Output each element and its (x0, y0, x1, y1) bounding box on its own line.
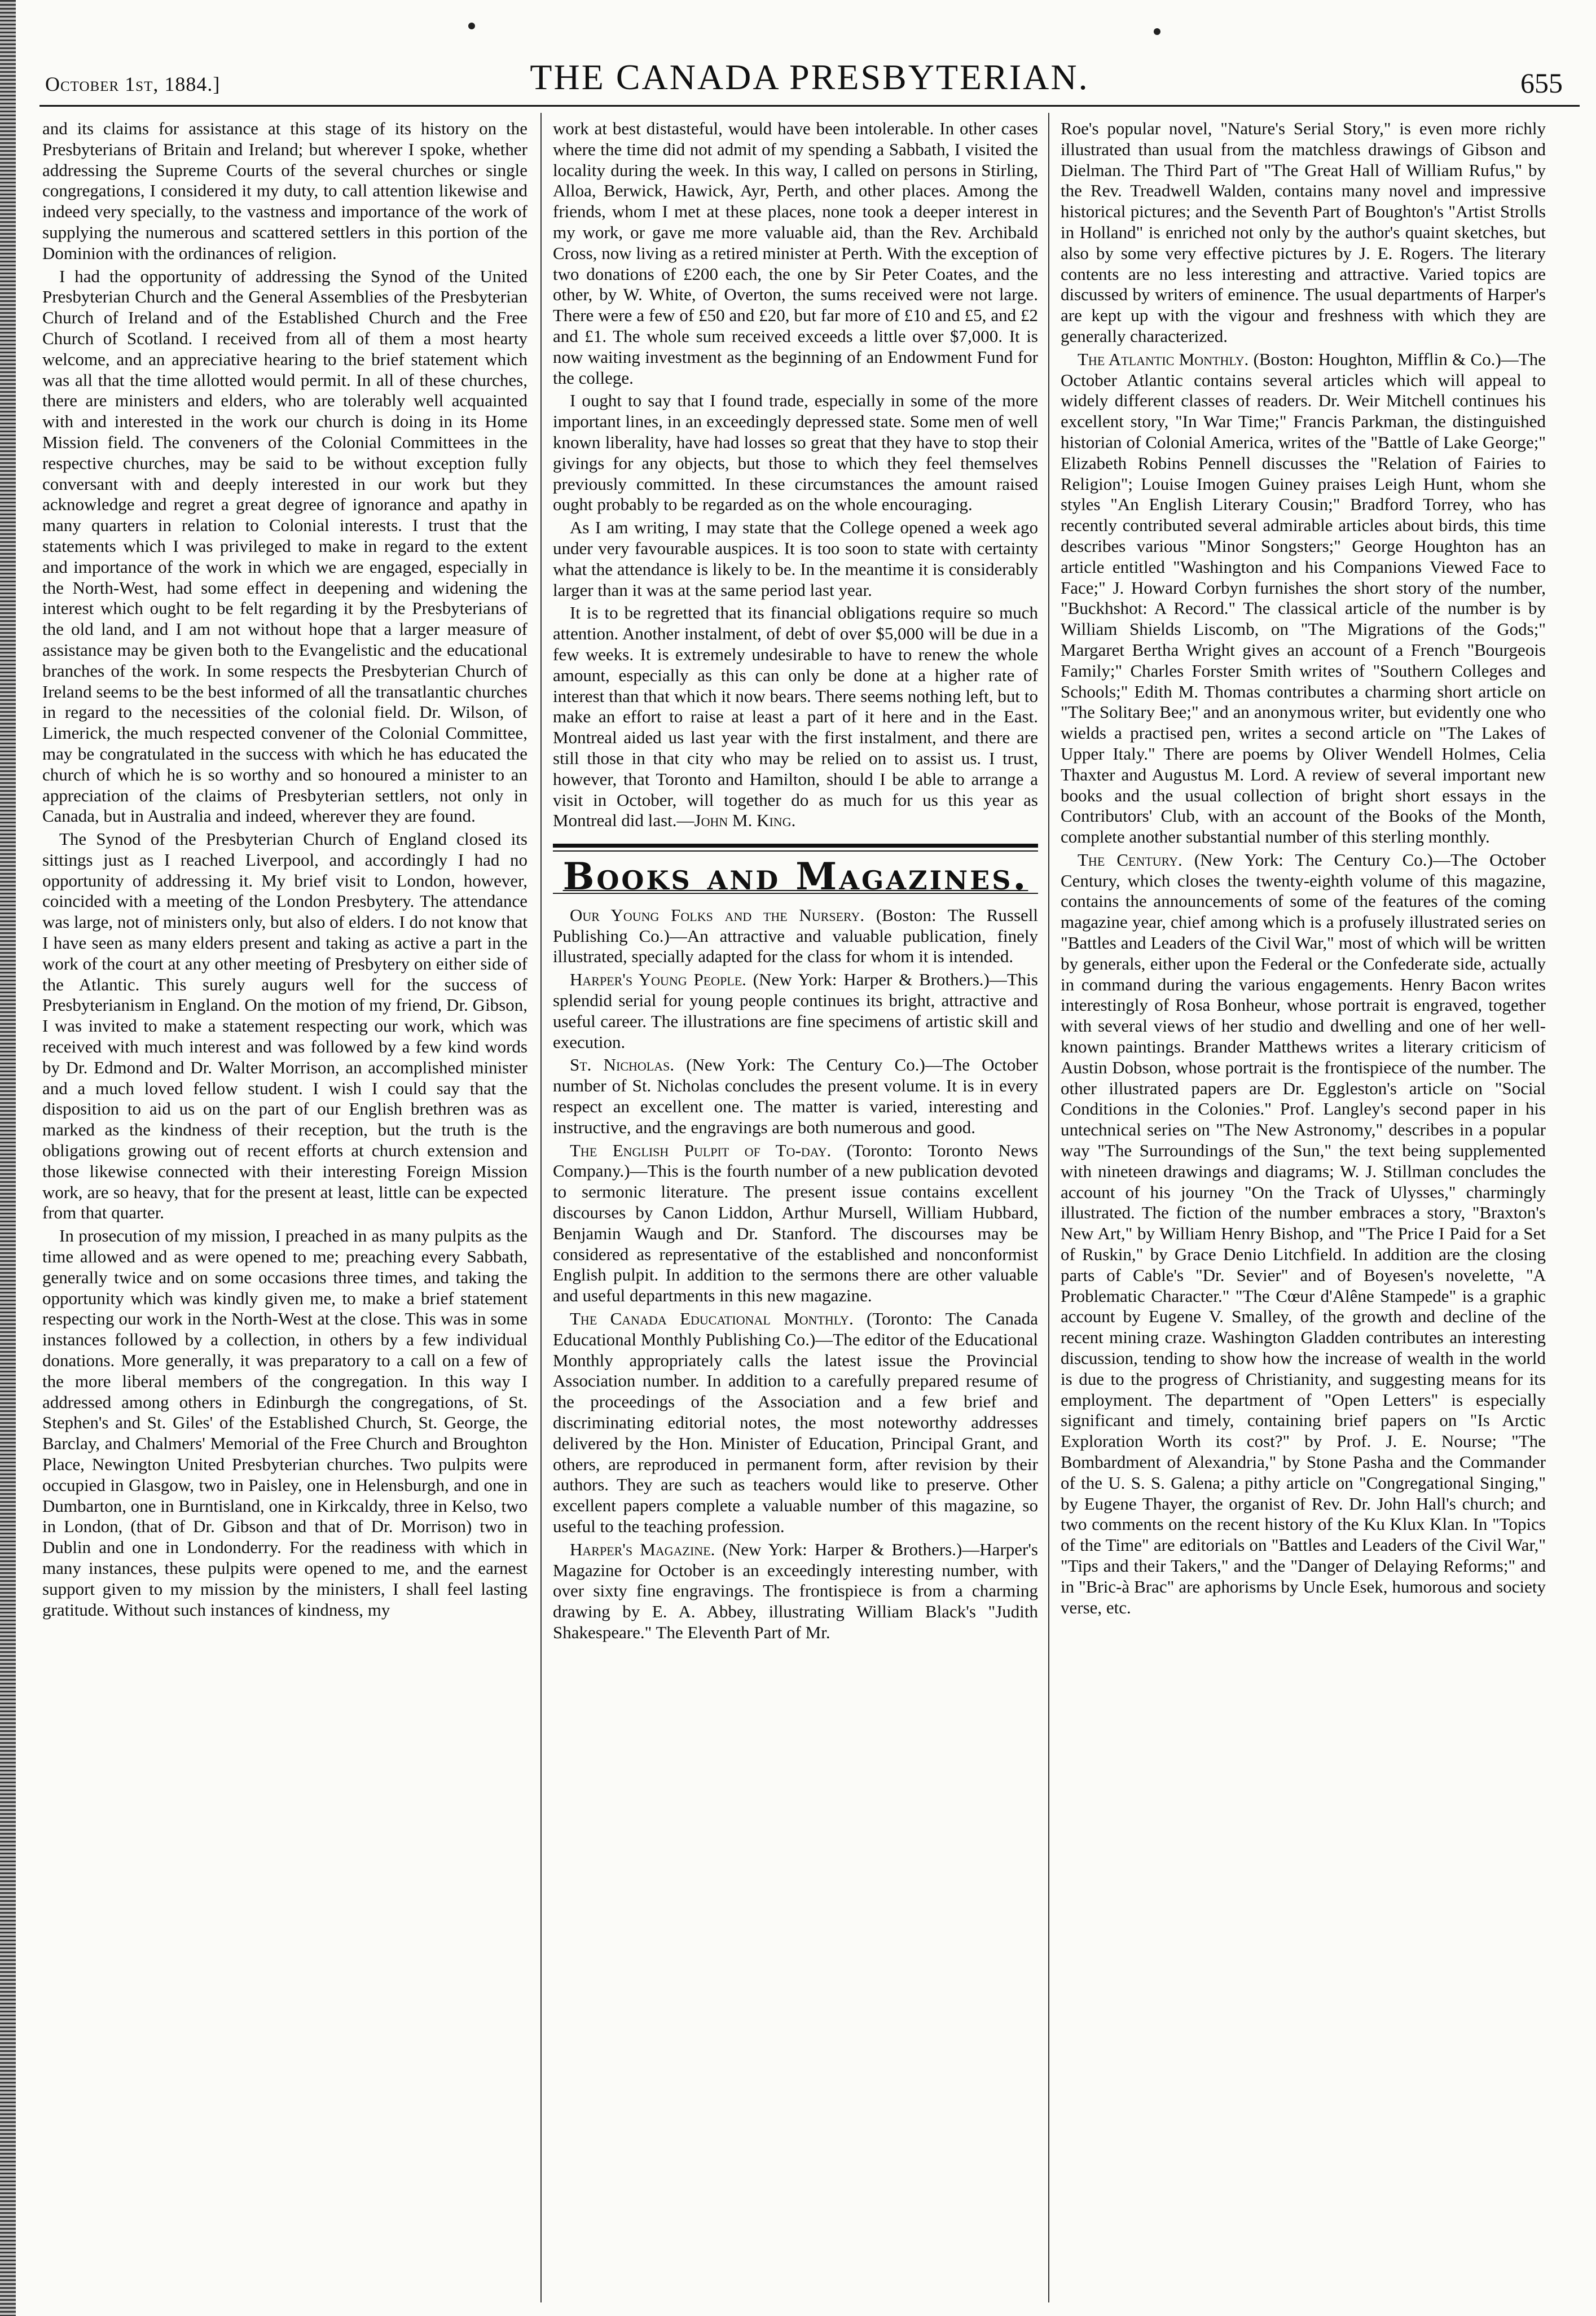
review-entry (1061, 349, 1546, 848)
ink-dot (1154, 28, 1160, 35)
article-column-1 (42, 119, 527, 2291)
review-title: The Atlantic Monthly. (1078, 349, 1249, 369)
review-text: (Toronto: The Canada Educational Monthly Publishing Co.)—The editor of the Educational Monthly appropriately calls the latest issue the Provincial Association number. In addition to a carefully prepared resume of the proceedings of the Association and a few brief and discriminating editorial notes, the most noteworthy addresses delivered by the Hon. Minister of Education, Principal Grant, and others, are reproduced in permanent form, after revision by their authors. They are such as teachers would like to preserve. Other excellent papers complete a valuable number of this magazine, so useful to the teaching profession. (553, 1309, 1038, 1536)
review-entry (553, 1309, 1038, 1537)
review-text: (New York: Harper & Brothers.)—This splendid serial for young people continues its bright, attractive and useful career. The illustrations are fine specimens of artistic skill and execution. (553, 970, 1038, 1052)
review-title: Harper's Magazine. (570, 1539, 715, 1559)
section-heading: Books and Magazines. (562, 854, 1028, 899)
review-title: The English Pulpit of To-day. (570, 1140, 832, 1160)
paragraph: As I am writing, I may state that the College opened a week ago under very favourable auspices. It is too soon to state with certainty what the attendance is likely to be. In the meantime it is considerably larger than it was at the same period last year. (553, 517, 1038, 600)
review-entry (553, 905, 1038, 967)
scanned-page-edge (0, 0, 16, 2316)
review-entry (553, 1055, 1038, 1138)
paragraph: Roe's popular novel, "Nature's Serial Story," is even more richly illustrated than usual from the matchless drawings of Gibson and Dielman. The Third Part of "The Great Hall of William Rufus," by the Rev. Treadwell Walden, contains many novel and impressive historical pictures; and the Seventh Part of Boughton's "Artist Strolls in Holland" is enriched not only by the author's quaint sketches, but also by some very effective pictures by J. E. Rogers. The literary contents are no less interesting and attractive. Varied topics are discussed by writers of eminence. The usual departments of Harper's are kept up with the vigour and freshness with which they are generally characterized. (1061, 119, 1546, 346)
review-text: (Boston: The Russell Publishing Co.)—An attractive and valuable publication, finely illustrated, specially adapted for the class for whom it is intended. (553, 905, 1038, 967)
review-entry (1061, 850, 1546, 1618)
newspaper-title: THE CANADA PRESBYTERIAN. (530, 57, 1089, 97)
review-title: Our Young Folks and the Nursery. (570, 905, 865, 925)
review-entry (553, 1539, 1038, 1643)
review-entry (553, 970, 1038, 1052)
column-divider (1048, 113, 1049, 2302)
header-rule (39, 105, 1580, 107)
article-column-3 (1061, 119, 1546, 2291)
paragraph (553, 603, 1038, 831)
article-column-2 (553, 119, 1038, 2291)
review-title: The Canada Educational Monthly. (570, 1309, 854, 1329)
review-title: The Century. (1078, 849, 1182, 870)
review-text: (New York: The Century Co.)—The October Century, which closes the twenty-eighth volume of this magazine, contains the announcements of some of the features of the coming magazine year, chief among which is a profusely illustrated series on "Battles and Leaders of the Civil War," most of which will be written by generals, either upon the Federal or the Confederate side, actually in command during the various engagements. Henry Bacon writes interestingly of Rosa Bonheur, whose portrait is engraved, together with several views of her studio and dwelling and one of her well-known paintings. Brander Matthews writes a literary criticism of Austin Dobson, whose portrait is the frontispiece of the number. The other illustrated papers are Dr. Eggleston's article on "Social Conditions in the Colonies." Prof. Langley's second paper in his untechnical series on "The New Astronomy," describes in a popular way "The Surroundings of the Sun," the text being supplemented with nineteen drawings and diagrams; W. J. Stillman concludes the account of his journey "On the Track of Ulysses," charmingly illustrated. The fiction of the number embraces a story, "Braxton's New Art," by William Henry Bishop, and "The Price I Paid for a Set of Ruskin," by Grace Denio Litchfield. In addition are the closing parts of Cable's "Dr. Sevier" and of Boyesen's novelette, "A Problematic Character." "The Cœur d'Alêne Stampede" is a graphic account by Eugene V. Smalley, of the growth and decline of the recent mining craze. Washington Gladden contributes an interesting discussion, tending to show how the increase of wealth in the world is due to the progress of Christianity, and suggesting means for its employment. The department of "Open Letters" is especially significant and timely, containing brief papers on "Is Arctic Exploration Worth its cost?" by Prof. J. E. Nourse; "The Bombardment of Alexandria," by Stone Pasha and the Commander of the U. S. S. Galena; a pithy article on "Congregational Singing," by Eugene Thayer, the organist of Rev. Dr. John Hall's church; and two comments on the recent history of the Ku Klux Klan. In "Topics of the Time" are editorials on "Battles and Leaders of the Civil War," "Tips and their Takers," and the "Danger of Delaying Reforms;" and in "Bric-à Brac" are aphorisms by Uncle Esek, humorous and society verse, etc. (1061, 849, 1546, 1617)
paragraph: work at best distasteful, would have been intolerable. In other cases where the time did not admit of my spending a Sabbath, I visited the locality during the week. In this way, I called on persons in Stirling, Alloa, Berwick, Hawick, Ayr, Perth, and other places. Among the friends, whom I met at these places, none took a deeper interest in my work, or gave me more valuable aid, than the Rev. Archibald Cross, now living as a retired minister at Perth. With the exception of two donations of £200 each, the one by Sir Peter Coates, and the other, by W. White, of Overton, the sums received were not large. There were a few of £50 and £20, but far more of £10 and £5, and £2 and £1. The whole sum received exceeds a little over $7,000. It is now waiting investment as the beginning of an Endowment Fund for the college. (553, 119, 1038, 388)
ink-dot (468, 23, 475, 29)
review-title: St. Nicholas. (570, 1055, 675, 1075)
review-text: (Boston: Houghton, Mifflin & Co.)—The October Atlantic contains several articles which will appeal to widely different classes of readers. Dr. Weir Mitchell continues his excellent story, "In War Time;" Francis Parkman, the distinguished historian of Colonial America, writes of the "Battle of Lake George;" Elizabeth Robins Pennell discusses the "Relation of Fairies to Religion"; Louise Imogen Guiney praises Leigh Hunt, whom she styles "An English Literary Cousin;" Bradford Torrey, who has recently contributed several admirable articles about birds, this time describes various "Minor Songsters;" George Houghton has an article entitled "Washington and his Companions Viewed Face to Face;" J. Howard Corbyn furnishes the short story of the number, "Buckhshot: A Record." The classical article of the number is by William Shields Liscomb, on "The Migrations of the Gods;" Margaret Bertha Wright gives an account of a French "Bourgeois Family;" Charles Forster Smith writes of "Southern Colleges and Schools;" Edith M. Thomas contributes a charming short article on "The Solitary Bee;" and an anonymous writer, but evidently one who wields a practised pen, writes a second article on "The Lakes of Upper Italy." There are poems by Oliver Wendell Holmes, Celia Thaxter and Augustus M. Lord. A review of several important new books and the usual collection of bright short essays in the Contributors' Club, with an account of the Books of the Month, complete another substantial number of this sterling monthly. (1061, 349, 1546, 847)
review-text: (Toronto: Toronto News Company.)—This is the fourth number of a new publication devoted to sermonic literature. The present issue contains excellent discourses by Canon Liddon, Arthur Mursell, William Hubbard, Benjamin Waugh and Dr. Stanford. The discourses may be considered as representative of the established and nonconformist English pulpit. In addition to the sermons there are other valuable and useful departments in this new magazine. (553, 1140, 1038, 1306)
author-signature: —John M. King. (676, 810, 796, 831)
column-divider (540, 113, 542, 2302)
paragraph: In prosecution of my mission, I preached in as many pulpits as the time allowed and as were opened to me; preaching every Sabbath, generally twice and on some occasions three times, and taking the opportunity which was kindly given me, to make a brief statement respecting our work in the North-West at the close. This was in some instances followed by a collection, in others by a few individual donations. More generally, it was preparatory to a call on a few of the more liberal members of the congregation. In this way I addressed among others in Edinburgh the congregations, of St. Stephen's and St. Giles' of the Established Church, St. George, the Barclay, and Chalmers' Memorial of the Free Church and Broughton Place, Newington United Presbyterian churches. Two pulpits were occupied in Glasgow, two in Paisley, one in Helensburgh, and one in Dumbarton, one in Burntisland, one in Kirkcaldy, three in Kelso, two in London, (that of Dr. Gibson and that of Dr. Morrison) two in Dublin and one in Londonderry. For the readiness with which in many instances, these pulpits were opened to me, and the earnest support given to my mission by the ministers, I shall feel lasting gratitude. Without such instances of kindness, my (42, 1226, 527, 1620)
review-text: (New York: Harper & Brothers.)—Harper's Magazine for October is an exceedingly interesting number, with over sixty fine engravings. The frontispiece is from a charming drawing by E. A. Abbey, illustrating William Black's "Judith Shakespeare." The Eleventh Part of Mr. (553, 1539, 1038, 1642)
paragraph: I had the opportunity of addressing the Synod of the United Presbyterian Church and the General Assemblies of the Presbyterian Church of Ireland and of the Established Church and the Free Church of Scotland. I received from all of them a most hearty welcome, and an appreciative hearing to the brief statement which was all that the time allotted would permit. In all of these churches, there are ministers and elders, who are tolerably well acquainted with and interested in the work our church is doing in its Home Mission field. The conveners of the Colonial Committees in the respective churches, may be said to be without exception fully conversant with and deeply interested in our work but they acknowledge and regret a great degree of ignorance and apathy in many quarters in relation to Colonial interests. I trust that the statements which I was privileged to make in regard to the extent and importance of the work in which we are engaged, especially in the North-West, had some effect in deepening and widening the interest which ought to be felt regarding it by the Presbyterians of the old land, and I am not without hope that a larger measure of assistance may be given both to the Evangelistic and the educational branches of the work. In some respects the Presbyterian Church of Ireland seems to be the best informed of all the transatlantic churches in regard to the necessities of the colonial field. Dr. Wilson, of Limerick, the much respected convener of the Colonial Committee, may be congratulated in the success with which he has educated the church of which he is so worthy and so honoured a minister to an appreciation of the claims of Presbyterian settlers, not only in Canada, but in Australia and indeed, wherever they are found. (42, 266, 527, 826)
paragraph: and its claims for assistance at this stage of its history on the Presbyterians of Britain and Ireland; but wherever I spoke, whether addressing the Supreme Courts of the several churches or single congregations, I considered it my duty, to call attention likewise and indeed very specially, to the vastness and importance of the work of supplying the numerous and scattered settlers in this portion of the Dominion with the ordinances of religion. (42, 119, 527, 263)
section-divider (553, 844, 1038, 852)
header-date: October 1st, 1884.] (45, 73, 221, 95)
paragraph: The Synod of the Presbyterian Church of England closed its sittings just as I reached Liverpool, and accordingly I had no opportunity of addressing it. My brief visit to London, however, coincided with a meeting of the London Presbytery. The attendance was large, not of ministers only, but also of elders. I do not know that I have seen as many elders present and taking as active a part in the work of the court at any other meeting of Presbytery on either side of the Atlantic. This surely augurs well for the success of Presbyterianism in England. On the motion of my friend, Dr. Gibson, I was invited to make a statement respecting our work, which was received with much interest and was followed by a few kind words by Dr. Edmond and Dr. Walter Morrison, an accomplished minister and a much loved fellow student. I wish I could say that the disposition to aid us on the part of our English brethren was as marked as the kindness of their reception, but the truth is the obligations growing out of recent efforts at church extension and those likewise connected with their interesting Foreign Mission work, are so heavy, that for the present at least, little can be expected from that quarter. (42, 829, 527, 1223)
review-text: (New York: The Century Co.)—The October number of St. Nicholas concludes the present volume. It is in every respect an excellent one. The matter is varied, interesting and instructive, and the engravings are both numerous and good. (553, 1055, 1038, 1137)
review-title: Harper's Young People. (570, 970, 746, 990)
page-number: 655 (1520, 67, 1563, 99)
paragraph: I ought to say that I found trade, especially in some of the more important lines, in an exceedingly depressed state. Some men of well known liberality, have had losses so great that they have to stop their givings for any objects, but those to which they feel themselves previously committed. In these circumstances the amount raised ought probably to be regarded as on the whole encouraging. (553, 391, 1038, 515)
paragraph-text: It is to be regretted that its financial obligations require so much attention. Another instalment, of debt of over $5,000 will be due in a few weeks. It is extremely undesirable to have to renew the whole amount, especially as this can only be done at a higher rate of interest than that which it now bears. There seems nothing left, but to make an effort to raise at least a part of it here and in the East. Montreal aided us last year with the first instalment, and there are still those in that city who may be relied on to assist us. I trust, however, that Toronto and Hamilton, should I be able to arrange a visit in October, will together do as much for us this year as Montreal did last. (553, 603, 1038, 831)
review-entry (553, 1141, 1038, 1306)
page-header (34, 40, 1585, 102)
